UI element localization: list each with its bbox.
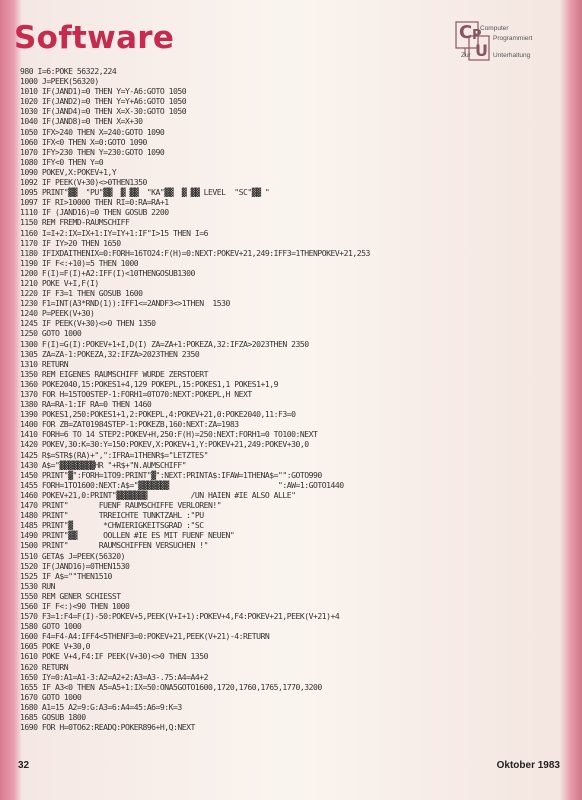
logo-word-zur: Zur <box>461 52 471 59</box>
code-line: 1605 POKE V+30,0 <box>20 641 90 652</box>
code-line: 1455 FORH=1TO1600:NEXT:A$="▓▓▓▓▓▓▓ ":AW=1:GOTO1440 <box>20 479 344 490</box>
code-line: 1000 J=PEEK(56320) <box>20 76 99 87</box>
code-line: 1570 F3=1:F4=F(I)-50:POKEV+5,PEEK(V+I+1):POKEV+4,F4:POKEV+21,PEEK(V+21)+4 <box>20 611 340 622</box>
code-line: 1210 POKE V+I,F(I) <box>20 277 99 288</box>
section-title: Software <box>14 20 175 56</box>
code-line: 1490 PRINT"▓▓ OOLLEN #IE ES MIT FUENF NEUEN" <box>20 530 235 541</box>
code-line: 1240 P=PEEK(V+30) <box>20 308 95 319</box>
issue-date: Oktober 1983 <box>496 760 560 771</box>
code-line: 1300 F(I)=G(I):POKEV+1+I,D(I) ZA=ZA+1:POKEZA,32:IFZA>2023THEN 2350 <box>20 338 309 349</box>
code-line: 1525 IF A$=""THEN1510 <box>20 570 112 581</box>
logo-letter-c: C <box>459 22 473 43</box>
code-line: 1680 A1=15 A2=9:G:A3=6:A4=45:A6=9:K=3 <box>20 701 182 712</box>
code-line: 1220 IF F3=1 THEN GOSUB 1600 <box>20 288 143 299</box>
code-line: 1690 FOR H=0TO62:READQ:POKER896+H,Q:NEXT <box>20 722 195 733</box>
code-line: 1560 IF F<:)<90 THEN 1000 <box>20 600 130 611</box>
code-line: 1650 IY=0:A1=A1-3:A2=A2+2:A3=A3-.75:A4=A4+2 <box>20 671 209 682</box>
code-line: 1420 POKEV,30:K=30:Y=150:POKEV,X:POKEV+1,Y:POKEV+21,249:POKEV+30,0 <box>20 439 309 450</box>
code-line: 1410 FORH=6 TO 14 STEP2:POKEV+H,250:F(H)=250:NEXT:FORH1=0 TO100:NEXT <box>20 429 318 440</box>
code-line: 1310 RETURN <box>20 358 69 369</box>
code-line: 980 I=6:POKE 56322,224 <box>20 66 117 76</box>
code-line: 1092 IF PEEK(V+30)<>0THEN1350 <box>20 177 147 188</box>
code-line: 1670 GOTO 1000 <box>20 691 82 702</box>
code-line: 1470 PRINT" FUENF RAUMSCHIFFE VERLOREN!" <box>20 500 222 511</box>
code-line: 1030 IF(JAND4)=0 THEN X=X-30:GOTO 1050 <box>20 106 187 117</box>
code-line: 1390 POKES1,250:POKES1+1,2:POKEPL,4:POKEV+21,0:POKE2040,11:F3=0 <box>20 409 296 420</box>
logo-letter-u: U <box>475 41 488 60</box>
code-line: 1610 POKE V+4,F4:IF PEEK(V+30)<>0 THEN 1350 <box>20 651 209 662</box>
code-line: 1370 FOR H=15TO0STEP-1:FORH1=0TO70:NEXT:POKEPL,H NEXT <box>20 389 252 399</box>
basic-program-listing <box>20 66 560 732</box>
code-line: 1580 GOTO 1000 <box>20 621 82 632</box>
code-line: 1450 PRINT"▓":FORH=1TO9:PRINT"▓":NEXT:PRINTA$:IFAW=1THENA$="":GOTO990 <box>20 469 322 480</box>
logo-word-unterhaltung: Unterhaltung <box>493 52 531 59</box>
code-line: 1485 PRINT"▓ *CHWIERIGKEITSGRAD :"SC <box>20 520 204 531</box>
logo-word-computer: Computer <box>480 25 509 32</box>
code-line: 1510 GETA$ J=PEEK(56320) <box>20 550 125 561</box>
code-line: 1110 IF (JAND16)=0 THEN GOSUB 2200 <box>20 207 169 218</box>
code-line: 1180 IFIXDAITHENIX=0:FORH=16TO24:F(H)=0:NEXT:POKEV+21,249:IFF3=1THENPOKEV+21,253 <box>20 247 370 258</box>
code-line: 1090 POKEV,X:POKEV+1,Y <box>20 166 117 177</box>
code-line: 1380 RA=RA-1:IF RA=0 THEN 1460 <box>20 399 152 410</box>
code-line: 1500 PRINT" RAUMSCHIFFEN VERSUCHEN !" <box>20 540 209 551</box>
code-line: 1200 F(I)=F(I)+A2:IFF(I)<10THENGOSUB1300 <box>20 267 195 278</box>
code-line: 1245 IF PEEK(V+30)<>0 THEN 1350 <box>20 318 156 329</box>
code-line: 1400 FOR ZB=ZAT01984STEP-1:POKEZB,160:NEXT:ZA=1983 <box>20 419 239 430</box>
code-line: 1050 IFX>240 THEN X=240:GOTO 1090 <box>20 126 165 137</box>
code-line: 1070 IFY>230 THEN Y=230:GOTO 1090 <box>20 146 165 157</box>
code-line: 1150 REM FREMD-RAUMSCHIFF <box>20 217 130 228</box>
code-line: 1040 IF(JAND8)=0 THEN X=X+30 <box>20 116 143 127</box>
cpu-logo <box>455 18 567 62</box>
code-line: 1460 POKEV+21,0:PRINT"▓▓▓▓▓▓▓ /UN HAIEN #IE ALSO ALLE" <box>20 489 296 500</box>
code-line: 1190 IF F<:+10)=5 THEN 1000 <box>20 257 139 268</box>
code-line: 1530 RUN <box>20 580 55 591</box>
code-line: 1097 IF RI>10000 THEN RI=0:RA=RA+1 <box>20 197 169 208</box>
code-line: 1600 F4=F4-A4:IFF4<5THENF3=0:POKEV+21,PEEK(V+21)-4:RETURN <box>20 631 270 642</box>
page-number: 32 <box>18 760 30 771</box>
code-line: 1480 PRINT" TRREICHTE TUNKTZAHL :"PU <box>20 510 204 521</box>
code-line: 1095 PRINT"▓▓ "PU"▓▓ ▓ ▓▓ "KA"▓▓ ▓ ▓▓ LEVEL "SC"▓▓ " <box>20 187 270 198</box>
code-line: 1305 ZA=ZA-1:POKEZA,32:IFZA>2023THEN 2350 <box>20 348 200 359</box>
code-line: 1350 REM EIGENES RAUMSCHIFF WURDE ZERSTOERT <box>20 368 209 379</box>
code-line: 1060 IFX<0 THEN X=0:GOTO 1090 <box>20 136 147 147</box>
code-line: 1685 GOSUB 1800 <box>20 712 86 722</box>
code-line: 1010 IF(JAND1)=0 THEN Y=Y-A6:GOTO 1050 <box>20 86 187 97</box>
code-line: 1360 POKE2040,15:POKES1+4,129 POKEPL,15:POKES1,1 POKES1+1,9 <box>20 378 278 389</box>
code-line: 1160 I=I+2:IX=IX+1:IY=IY+1:IF"I>15 THEN I=6 <box>20 227 209 238</box>
code-line: 1020 IF(JAND2)=0 THEN Y=Y+A6:GOTO 1050 <box>20 96 187 107</box>
code-line: 1250 GOTO 1000 <box>20 328 82 339</box>
code-line: 1430 A$="▓▓▓▓▓▓▓▓HR "+R$+"N.AUMSCHIFF" <box>20 459 187 470</box>
code-line: 1080 IFY<0 THEN Y=0 <box>20 156 104 167</box>
code-line: 1520 IF(JAND16)=0THEN1530 <box>20 560 130 571</box>
code-line: 1550 REM GENER SCHIESST <box>20 590 121 601</box>
logo-word-programmiert: Programmiert <box>493 35 533 42</box>
code-line: 1620 RETURN <box>20 661 69 672</box>
logo-letter-p: P <box>472 28 482 43</box>
code-line: 1170 IF IY>20 THEN 1650 <box>20 237 121 248</box>
code-line: 1425 R$=STR$(RA)+",":IFRA=1THENR$="LETZTES" <box>20 449 209 460</box>
code-line: 1230 F1=INT(A3*RND(1)):IFF1<=2ANDF3<>1THEN 1530 <box>20 298 230 309</box>
code-line: 1655 IF A3<0 THEN A5=A5+1:IX=50:ONA5GOTO1600,1720,1760,1765,1770,3200 <box>20 681 322 692</box>
